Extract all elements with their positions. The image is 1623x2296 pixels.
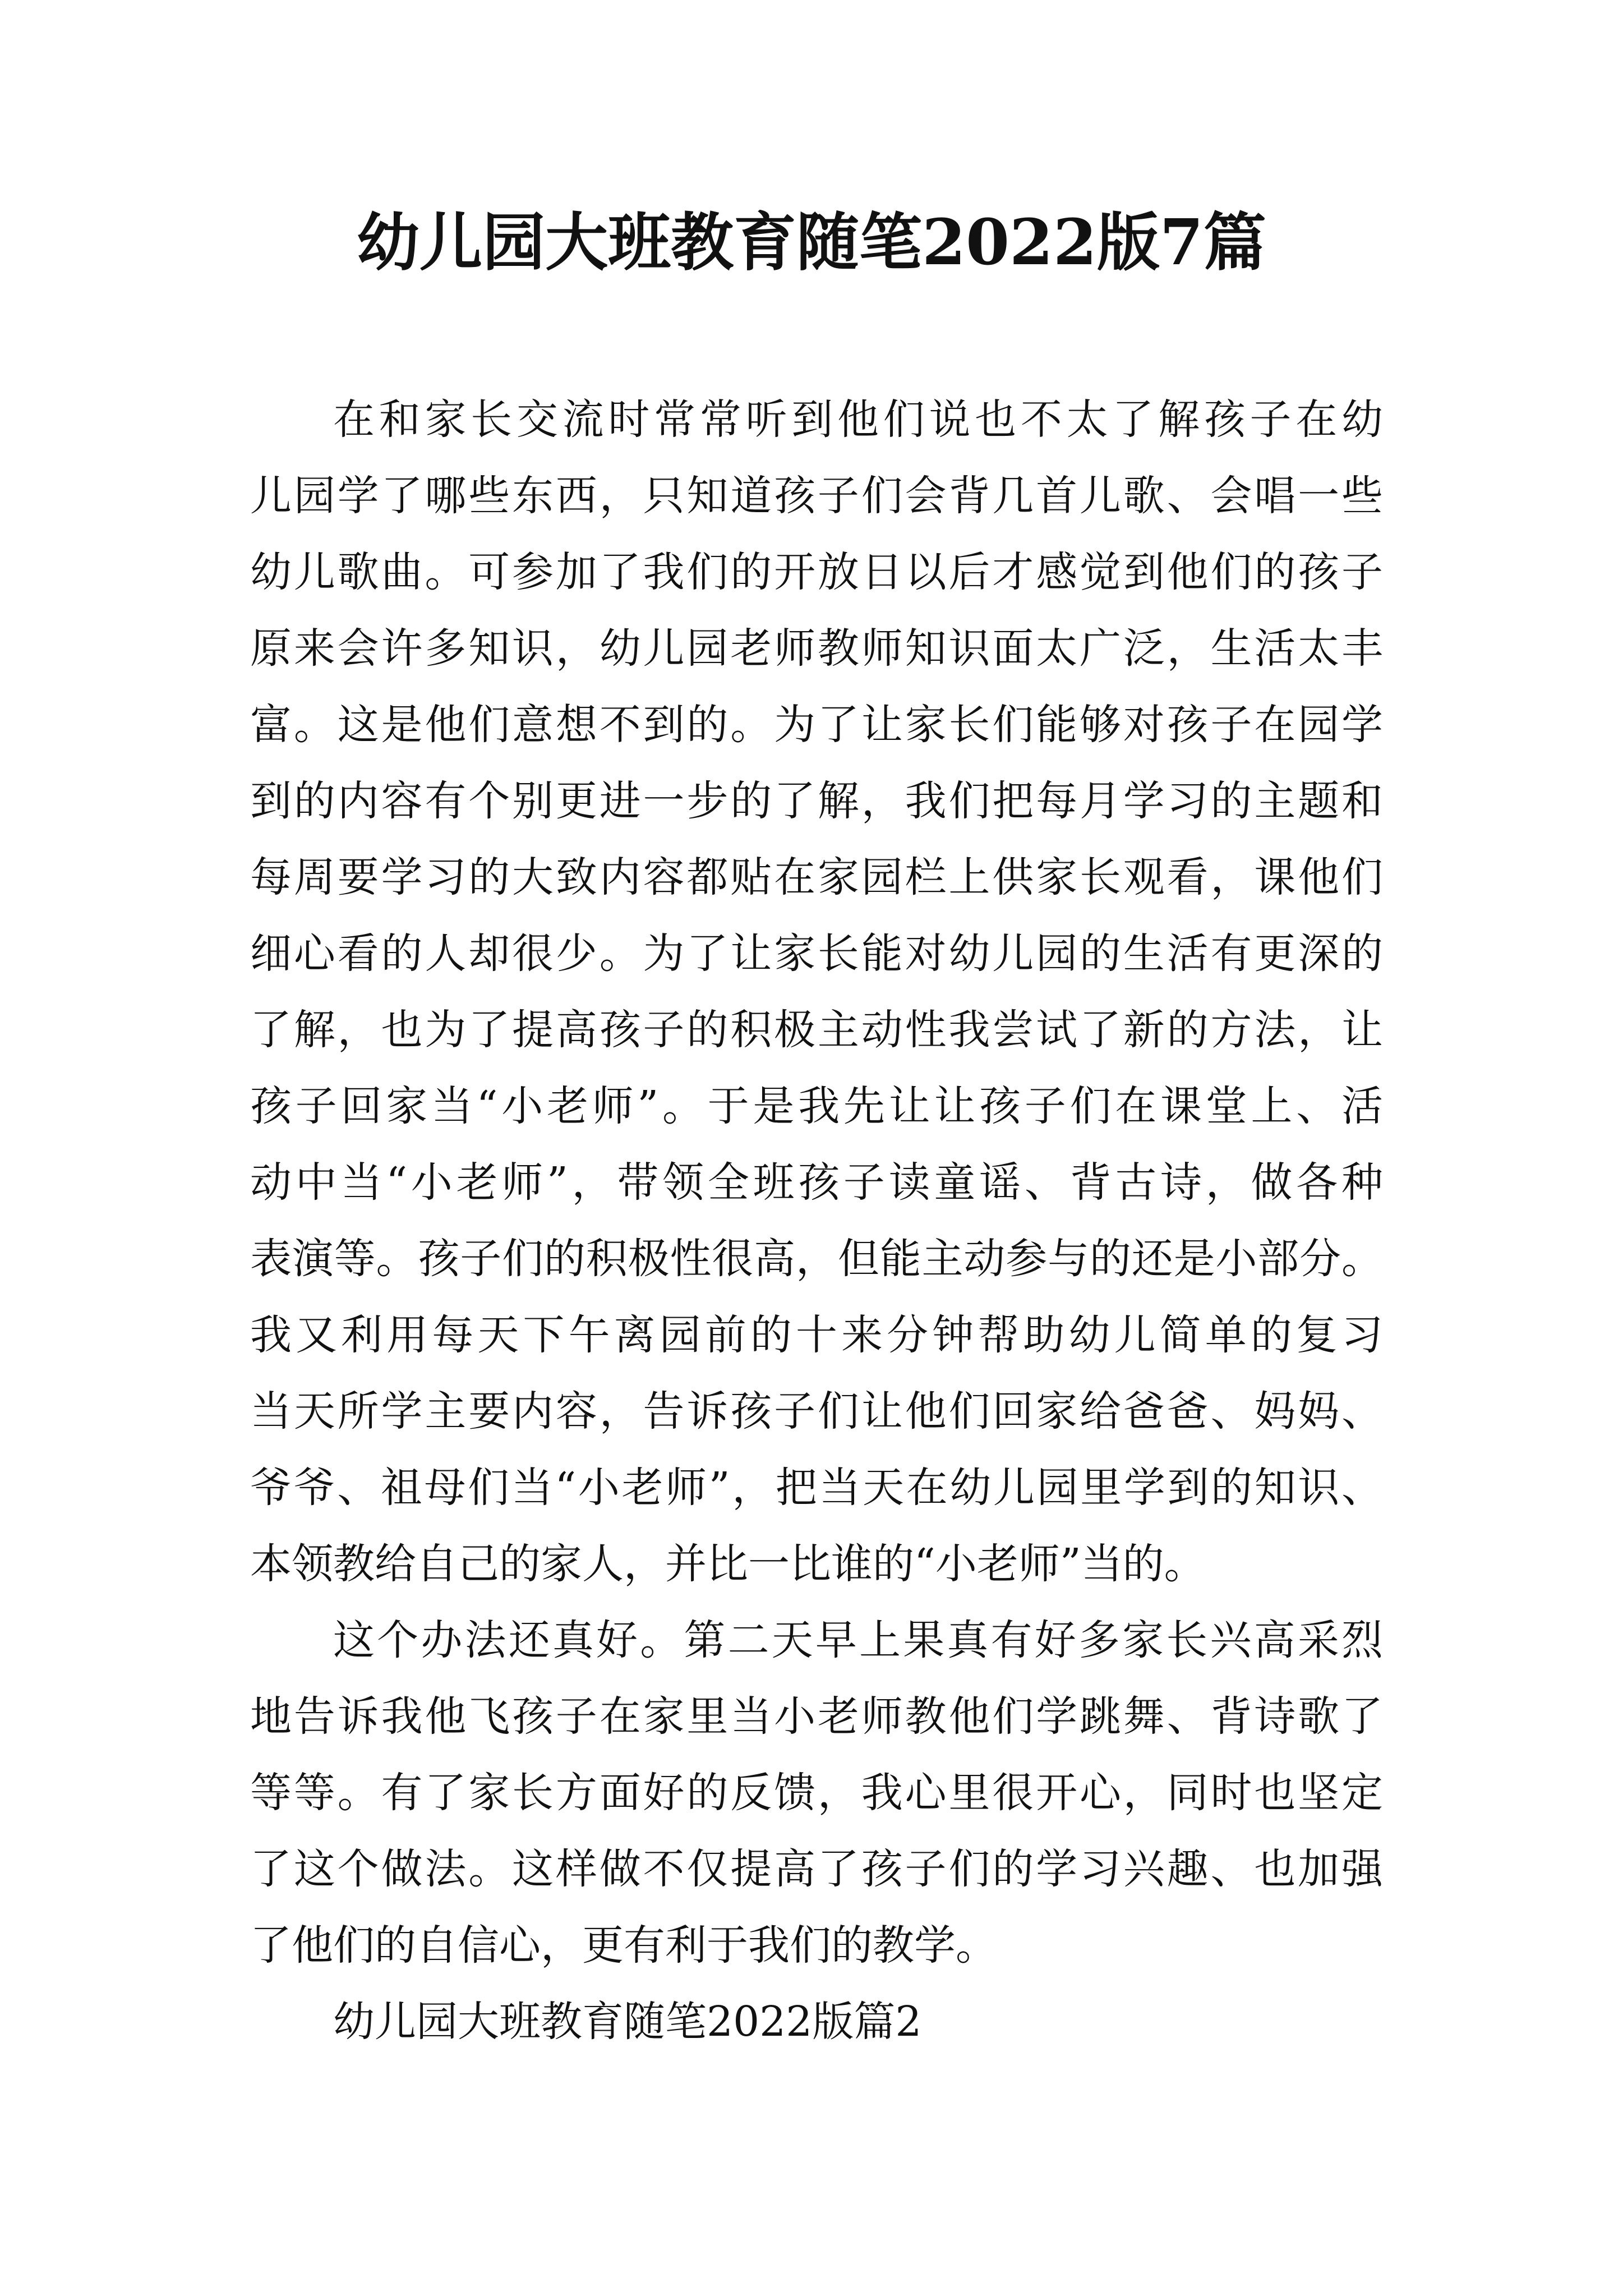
paragraph-1-line-3: 幼儿歌曲。可参加了我们的开放日以后才感觉到他们的孩子	[250, 548, 1383, 596]
paragraph-1-line-7: 每周要学习的大致内容都贴在家园栏上供家长观看，课他们	[250, 853, 1383, 901]
paragraph-1-line-4: 原来会许多知识，幼儿园老师教师知识面太广泛，生活太丰	[250, 624, 1383, 673]
paragraph-1-line-2: 儿园学了哪些东西，只知道孩子们会背几首儿歌、会唱一些	[250, 472, 1383, 520]
document-title: 幼儿园大班教育随笔2022版7篇	[357, 206, 1266, 279]
document-body	[250, 381, 1383, 2060]
paragraph-2-line-2: 地告诉我他飞孩子在家里当小老师教他们学跳舞、背诗歌了	[250, 1692, 1383, 1741]
paragraph-2-line-5: 了他们的自信心，更有利于我们的教学。	[250, 1921, 997, 1970]
paragraph-2-line-3: 等等。有了家长方面好的反馈，我心里很开心，同时也坚定	[250, 1769, 1383, 1817]
paragraph-2-line-1: 这个办法还真好。第二天早上果真有好多家长兴高采烈	[333, 1616, 1383, 1664]
paragraph-1-line-14: 当天所学主要内容，告诉孩子们让他们回家给爸爸、妈妈、	[250, 1387, 1383, 1435]
paragraph-1-line-12: 表演等。孩子们的积极性很高，但能主动参与的还是小部分。	[250, 1235, 1383, 1283]
paragraph-1-line-5: 富。这是他们意想不到的。为了让家长们能够对孩子在园学	[250, 701, 1383, 749]
paragraph-1-line-13: 我又利用每天下午离园前的十来分钟帮助幼儿简单的复习	[250, 1311, 1383, 1359]
paragraph-1-line-8: 细心看的人却很少。为了让家长能对幼儿园的生活有更深的	[250, 930, 1383, 978]
paragraph-1-line-6: 到的内容有个别更进一步的了解，我们把每月学习的主题和	[250, 777, 1383, 825]
paragraph-1-line-11: 动中当“小老师”，带领全班孩子读童谣、背古诗，做各种	[250, 1158, 1383, 1207]
paragraph-1-line-9: 了解，也为了提高孩子的积极主动性我尝试了新的方法，让	[250, 1006, 1383, 1054]
paragraph-2-line-4: 了这个做法。这样做不仅提高了孩子们的学习兴趣、也加强	[250, 1845, 1383, 1893]
paragraph-1-line-10: 孩子回家当“小老师”。于是我先让让孩子们在课堂上、活	[250, 1082, 1383, 1130]
paragraph-1-line-15: 爷爷、祖母们当“小老师”，把当天在幼儿园里学到的知识、	[250, 1464, 1383, 1512]
paragraph-1-line-1: 在和家长交流时常常听到他们说也不太了解孩子在幼	[333, 395, 1383, 444]
paragraph-1-line-16: 本领教给自己的家人，并比一比谁的“小老师”当的。	[250, 1540, 1206, 1588]
section-heading-2: 幼儿园大班教育随笔2022版篇2	[333, 1998, 922, 2046]
